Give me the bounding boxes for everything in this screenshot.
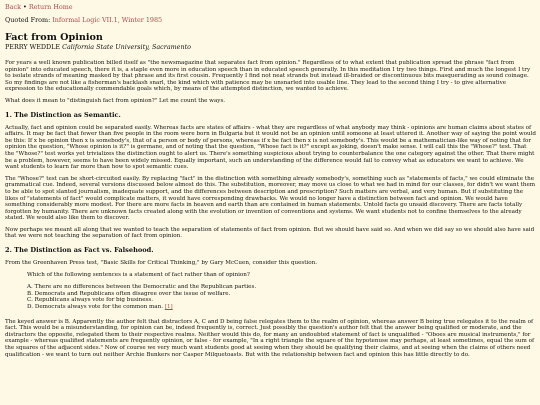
author-name: PERRY WEDDLE (5, 43, 61, 51)
intro-paragraph: For years a well known publication billed itself as "the newsmagazine that separates fact from opinion." Regardless of to what extent that publication spread the phrase "fact from opinion" into educated speech, there it is, a staple even more in education speech than in educated speech generally. In this meditation I try two things. First and much the longest I try to isolate strands of meaning masked by that phrase and its first cousin. Frequently I find not neat strands but instead ill-braided or discontinuous bits masquerading as sound coinage. So my findings are not like a fisherman's backlash snarl, the kind which with patience may be unsnarled into usable line. They lead to the second thing I try - to give alternative expression to the educationally commendable goals which, by means of the attempted distinction, we wanted to achieve. (5, 60, 531, 93)
choice-c: C. Republicans always vote for big business. (27, 297, 154, 304)
article-title: Fact from Opinion (5, 32, 103, 43)
nav-separator: • (23, 3, 27, 11)
author-affiliation: California State University, Sacramento (62, 43, 192, 51)
return-home-link[interactable]: Return Home (28, 3, 73, 11)
source-link[interactable]: Informal Logic VII.1, Winter 1985 (52, 16, 163, 24)
choice-d (27, 304, 536, 311)
question-intro-paragraph: What does it mean to "distinguish fact from opinion?" Let me count the ways. (5, 97, 226, 104)
back-link[interactable]: Back (5, 3, 21, 11)
author-line (5, 43, 536, 51)
quoted-from (5, 16, 536, 24)
section-1-paragraph-1: Actually, fact and opinion could be separated easily. Whereas facts are states of affairs - what they are regardless of what anybody may think - opinions are human claims about states of affairs. It may be fact that fewer than five people in the room were born in Bulgaria but it would not be an opinion until someone at least uttered it. Another way of saying the point would be this: If x be opinion then x is somebody's, that of a person or body of persons, whereas if x be fact then x is not somebody's. This would be a mathematician-like way of noting that for opinion the question, "Whose opinion is it?" is germane, and of noting that the question, "Whose fact is it?" except as joking, doesn't make sense. I will call this the "Whose?" test. That the "Whose?" test works yet trivializes the distinction ought to alert us. There's something suspicious about trying to counterbalance the one category against the other. That there might be a problem, however, seems to have been widely missed. Equally important, such an understanding of the difference would fail to convey what as educators we want to achieve. We want students to learn far more than how to spot semantic cues. (5, 124, 537, 171)
footnote-link[interactable]: [1] (164, 304, 173, 311)
section-1-paragraph-2: The "Whose?" test can be short-circuited easily. By replacing "fact" in the distinction with something already somebody's, something such as "statements of facts," we could eliminate the grammatical cue. Indeed, several versions discussed below almost do this. The substitution, moreover, may move us close to what we had in mind for our classes, for didn't we want them to be able to spot slanted journalism, inadequate support, and the differences between description and prescription? Such matters are verbal, and very human. But if substituting the likes of "statements of fact" would complicate matters, it would have corresponding drawbacks. We would no longer have a distinction between fact and opinion. We would have something considerably more modest. For there are more facts in heaven and earth than are contained in human statements. Untold facts go unsaid discovery. There are facts totally forgotten by humanity. There are unknown facts created along with the evolution or invention of conventions and systems. We want students not to confine themselves to the already stated. We would also like them to discover. (5, 175, 536, 222)
section-1-heading: 1. The Distinction as Semantic. (5, 110, 121, 119)
choice-b: B. Democrats and Republicans often disagree over the issue of welfare. (27, 290, 231, 297)
choice-a: A. There are no differences between the Democratic and the Republican parties. (27, 284, 257, 291)
choice-d-text: D. Democrats always vote for the common man. (27, 304, 163, 311)
section-2-intro: From the Greenhaven Press test, "Basic Skills for Critical Thinking," by Gary McCuen, consider this question. (5, 260, 318, 267)
quiz-question: Which of the following sentences is a statement of fact rather than of opinion? (27, 271, 250, 278)
section-2-paragraph-2: The keyed answer is B. Apparently the author felt that distractors A, C and D being false relegates them to the realm of opinion, whereas answer B being true relegates it to the realm of fact. This would be a misunderstanding, for opinion can be, indeed frequently is, correct. Just possibly the question's author felt that the answer being qualified or moderate, and the distractors the opposite, relegated them to their respective realms. Neither would this do, for many an undoubted statement of fact is unqualified - "Oboes are musical instruments," for example - whereas qualified statements are frequently opinion, or false - for example, "In a right triangle the square of the hypotenuse may perhaps, at least sometimes, equal the sum of the squares of the adjacent sides." Now of course we very much want students good at seeing when they should be qualifying their claims, and at seeing when the claims of others need qualification - we want to turn out neither Archie Bunkers nor Casper Milquetoasts. But with the relationship between fact and opinion this has little directly to do. (5, 318, 535, 358)
section-2-heading: 2. The Distinction as Fact vs. Falsehood. (5, 246, 154, 255)
quoted-label: Quoted From: (5, 16, 51, 24)
section-1-paragraph-3: Now perhaps we meant all along that we wanted to teach the separation of statements of fact from opinion. But we should have said so. And when we did say so we should also have said that we were not teaching the separation of fact from opinion. (5, 226, 535, 240)
top-nav (5, 3, 536, 11)
answer-choices (27, 284, 536, 310)
